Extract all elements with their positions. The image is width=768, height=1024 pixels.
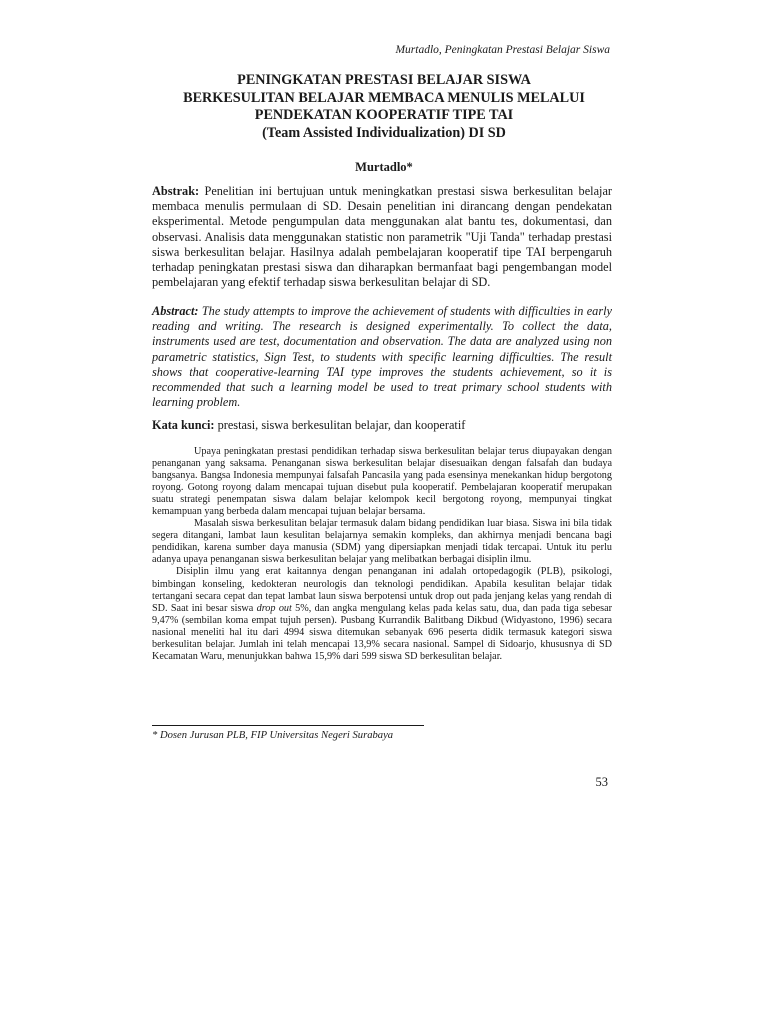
keywords-section: [152, 418, 612, 433]
title-line: PENINGKATAN PRESTASI BELAJAR SISWA: [237, 72, 531, 88]
body-paragraph: Masalah siswa berkesulitan belajar termasuk dalam bidang pendidikan luar biasa. Siswa ini bila tidak segera ditangani, lambat laun kesulitan belajarnya semakin kompleks, dan akhirnya menjadi bencana bagi pendidikan, karena sumber daya manusia (SDM) yang dipersiapkan menjadi tidak tercapai. Untuk itu perlu adanya upaya penanganan siswa berkesulitan belajar yang melibatkan berbagai disiplin ilmu.: [152, 518, 612, 566]
footnote: * Dosen Jurusan PLB, FIP Universitas Negeri Surabaya: [152, 730, 394, 741]
author-name: Murtadlo*: [355, 160, 413, 174]
body-paragraph-text: Disiplin ilmu yang erat kaitannya dengan penanganan ini adalah ortopedagogik (PLB), psikologi, bimbingan konseling, kedokteran neurologis dan teknologi pendidikan. Apabila kesulitan belajar tidak tertangani secara cepat dan tepat lambat laun siswa berpotensi untuk drop out pada jenjang kelas yang rendah di SD. Saat ini besar siswa: [152, 566, 612, 614]
abstrak-text: Penelitian ini bertujuan untuk meningkatkan prestasi siswa berkesulitan belajar membaca menulis permulaan di SD. Desain penelitian ini dirancang dengan pendekatan eksperimental. Metode pengumpulan data menggunakan alat bantu tes, dokumentasi, dan observasi. Analisis data menggunakan statistic non parametrik "Uji Tanda" terhadap prestasi siswa berkesulitan belajar. Hasilnya adalah pembelajaran kooperatif tipe TAI berpengaruh terhadap peningkatan prestasi siswa dan diharapkan bermanfaat bagi pengembangan model pembelajaran yang efektif terhadap siswa berkesulitan belajar di SD.: [152, 184, 612, 290]
body-paragraph: [152, 566, 612, 662]
body-emphasis: drop out: [256, 602, 292, 614]
body-paragraph-text: 5%, dan angka mengulang kelas pada kelas satu, dua, dan pada tiga sebesar 9,47% (sembilan koma empat tujuh persen). Pusbang Kurrandik Balitbang Dikbud (Widyastono, 1996) secara nasional meneliti hal itu dari 4994 siswa ditemukan sebanyak 696 peserta didik termasuk kategori siswa berkesulitan belajar. Jumlah ini telah mencapai 13,9% secara nasional. Sampel di Sidoarjo, khususnya di SD Kecamatan Waru, menunjukkan bahwa 15,9% dari 599 siswa SD berkesulitan belajar.: [152, 602, 612, 662]
keywords-text: prestasi, siswa berkesulitan belajar, dan kooperatif: [214, 418, 466, 432]
footnote-divider: [152, 725, 424, 726]
abstrak-section: [152, 184, 612, 290]
running-head: Murtadlo, Peningkatan Prestasi Belajar Siswa: [395, 44, 610, 56]
page-number: 53: [595, 775, 608, 789]
body-paragraph: Upaya peningkatan prestasi pendidikan terhadap siswa berkesulitan belajar terus diupayakan dengan penanganan yang saksama. Penanganan siswa berkesulitan belajar disesuaikan dengan falsafah dan budaya bangsanya. Bangsa Indonesia mempunyai falsafah Pancasila yang pada esensinya menekankan hidup bergotong royong. Gotong royong dalam mencapai tujuan disebut pula kooperatif. Pembelajaran kooperatif merupakan suatu strategi penempatan siswa dalam belajar kelompok kecil bergotong royong, mempunyai tingkat kemampuan yang berbeda dalam mencapai tujuan belajar bersama.: [152, 446, 612, 518]
title-line: (Team Assisted Individualization) DI SD: [262, 124, 506, 141]
abstract-text: The study attempts to improve the achievement of students with difficulties in early reading and writing. The research is designed experimentally. To collect the data, instruments used are test, documentation and observation. The data are analyzed using non parametric statistics, Sign Test, to students with specific learning difficulties. The result shows that cooperative-learning TAI type improves the students achievement, so it is recommended that such a learning model be used to treat primary school students with learning problem.: [152, 304, 612, 410]
article-title: [152, 72, 616, 142]
title-line: BERKESULITAN BELAJAR MEMBACA MENULIS MELALUI: [183, 89, 585, 106]
abstract-section: [152, 304, 612, 410]
title-line: PENDEKATAN KOOPERATIF TIPE TAI: [254, 107, 514, 123]
body-text: [152, 446, 612, 663]
abstract-label: Abstract:: [152, 304, 199, 318]
abstrak-label: Abstrak:: [152, 184, 200, 198]
keywords-label: Kata kunci:: [152, 418, 215, 432]
